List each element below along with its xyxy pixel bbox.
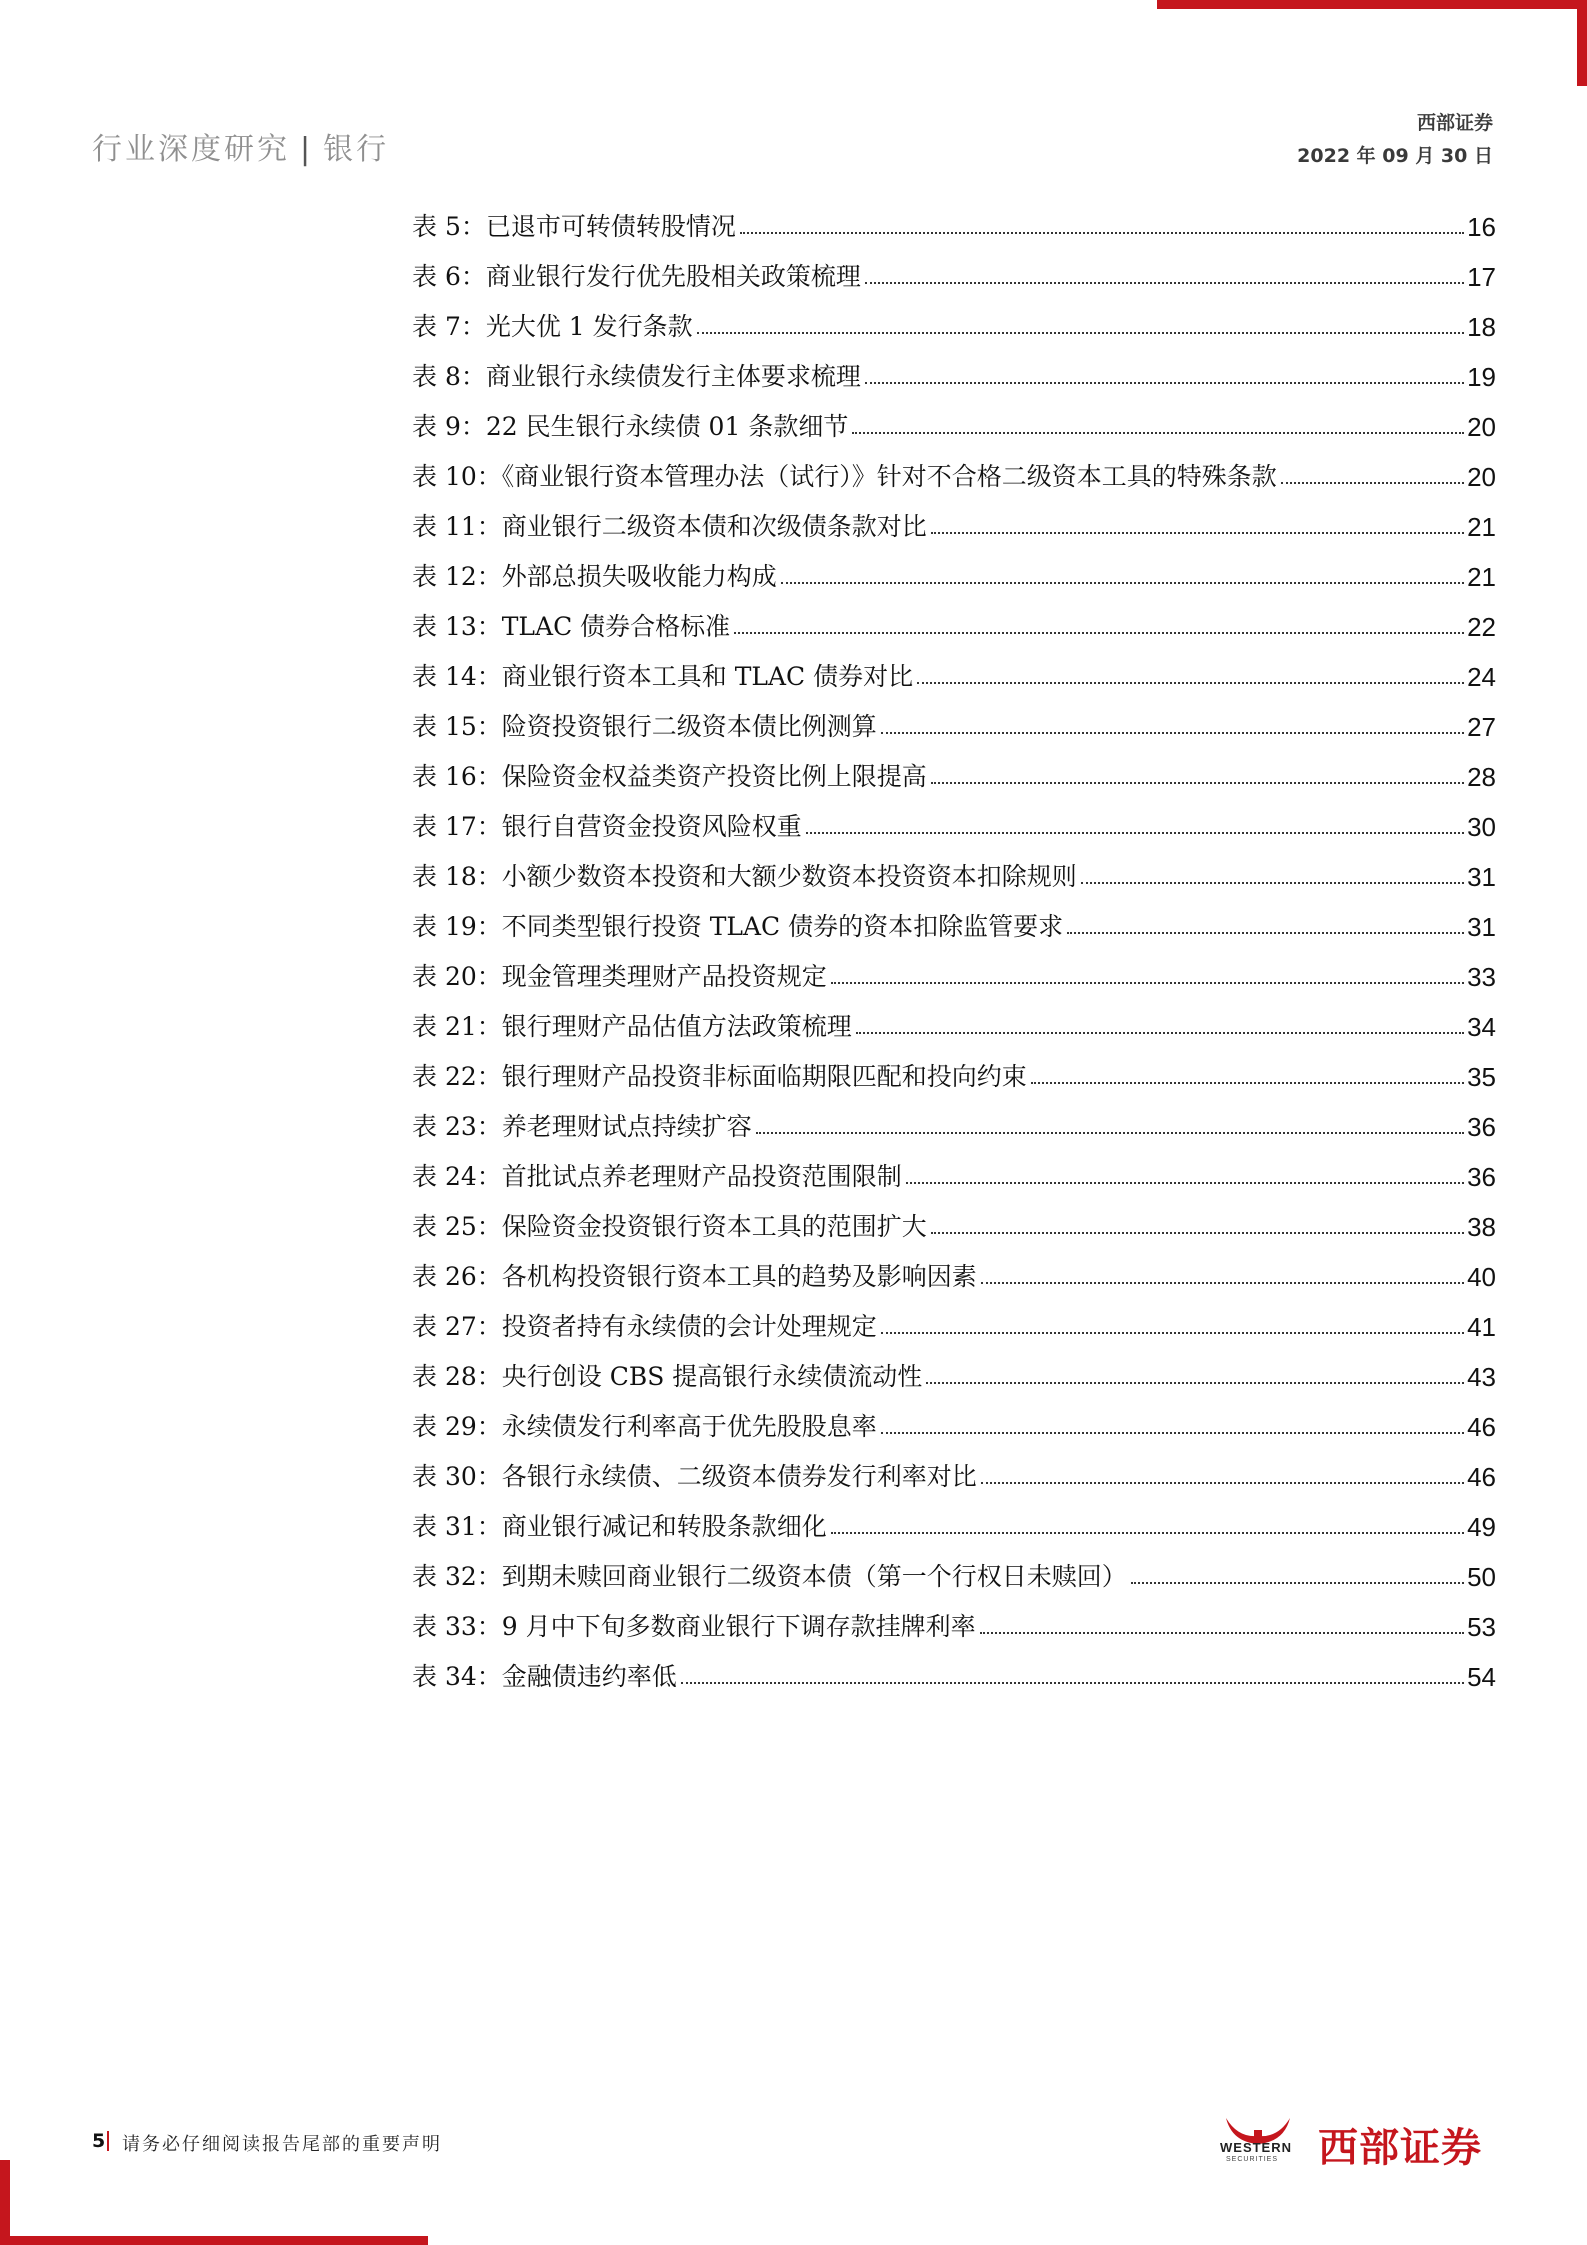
toc-dot-leader: [881, 1432, 1464, 1434]
toc-entry-label: 表 11：商业银行二级资本债和次级债条款对比: [412, 512, 927, 541]
toc-entry-page: 19: [1467, 362, 1496, 392]
toc-entry-page: 40: [1467, 1262, 1496, 1292]
toc-entry-label: 表 33：9 月中下旬多数商业银行下调存款挂牌利率: [412, 1612, 976, 1641]
toc-entry[interactable]: [412, 693, 1496, 743]
toc-entry[interactable]: [412, 1443, 1496, 1493]
toc-entry-label: 表 13：TLAC 债券合格标准: [412, 612, 731, 641]
toc-entry[interactable]: [412, 1343, 1496, 1393]
toc-entry-label: 表 8：商业银行永续债发行主体要求梳理: [412, 362, 861, 391]
toc-entry-page: 36: [1467, 1162, 1496, 1192]
toc-entry[interactable]: [412, 493, 1496, 543]
toc-entry-page: 31: [1467, 912, 1496, 942]
report-category-header: [92, 124, 389, 168]
toc-entry-label: 表 32：到期未赎回商业银行二级资本债（第一个行权日未赎回）: [412, 1562, 1127, 1591]
toc-entry-label: 表 21：银行理财产品估值方法政策梳理: [412, 1012, 852, 1041]
top-right-red-frame-vertical: [1577, 0, 1587, 86]
toc-entry-page: 16: [1467, 212, 1496, 242]
toc-entry[interactable]: [412, 843, 1496, 893]
toc-dot-leader: [781, 582, 1464, 584]
toc-dot-leader: [1067, 932, 1464, 934]
toc-entry[interactable]: [412, 943, 1496, 993]
toc-entry-page: 41: [1467, 1312, 1496, 1342]
toc-entry-page: 43: [1467, 1362, 1496, 1392]
toc-entry-page: 31: [1467, 862, 1496, 892]
toc-dot-leader: [881, 732, 1464, 734]
toc-entry-label: 表 18：小额少数资本投资和大额少数资本投资资本扣除规则: [412, 862, 1077, 891]
toc-entry[interactable]: [412, 343, 1496, 393]
toc-dot-leader: [1081, 882, 1464, 884]
toc-entry-page: 35: [1467, 1062, 1496, 1092]
toc-dot-leader: [856, 1032, 1464, 1034]
toc-entry[interactable]: [412, 1643, 1496, 1693]
toc-entry[interactable]: [412, 393, 1496, 443]
toc-dot-leader: [806, 832, 1464, 834]
toc-entry[interactable]: [412, 1043, 1496, 1093]
toc-entry-label: 表 24：首批试点养老理财产品投资范围限制: [412, 1162, 902, 1191]
header-company: 西部证券: [1416, 112, 1493, 134]
toc-entry-page: 21: [1467, 512, 1496, 542]
toc-entry-label: 表 23：养老理财试点持续扩容: [412, 1112, 752, 1141]
toc-dot-leader: [931, 532, 1464, 534]
toc-entry[interactable]: [412, 893, 1496, 943]
toc-dot-leader: [831, 1532, 1464, 1534]
toc-entry-page: 21: [1467, 562, 1496, 592]
logo-english-name: WESTERN: [1220, 2140, 1292, 2155]
toc-dot-leader: [980, 1632, 1464, 1634]
toc-dot-leader: [926, 1382, 1464, 1384]
toc-dot-leader: [865, 382, 1464, 384]
logo-chinese-name: 西部证券: [1318, 2125, 1482, 2171]
report-sector: 银行: [323, 132, 390, 167]
bottom-left-red-frame-horizontal: [0, 2236, 428, 2245]
toc-entry-page: 49: [1467, 1512, 1496, 1542]
toc-entry[interactable]: [412, 243, 1496, 293]
toc-entry-page: 46: [1467, 1412, 1496, 1442]
toc-entry[interactable]: [412, 1493, 1496, 1543]
toc-entry-label: 表 17：银行自营资金投资风险权重: [412, 812, 802, 841]
toc-entry-page: 36: [1467, 1112, 1496, 1142]
toc-entry[interactable]: [412, 443, 1496, 493]
toc-entry-label: 表 19：不同类型银行投资 TLAC 债券的资本扣除监管要求: [412, 912, 1064, 941]
report-date: 2022 年 09 月 30 日: [1297, 145, 1493, 167]
top-right-red-frame-horizontal: [1157, 0, 1587, 9]
toc-entry-page: 53: [1467, 1612, 1496, 1642]
toc-dot-leader: [1281, 482, 1464, 484]
toc-entry-page: 17: [1467, 262, 1496, 292]
toc-entry[interactable]: [412, 1093, 1496, 1143]
toc-entry-label: 表 20：现金管理类理财产品投资规定: [412, 962, 827, 991]
toc-entry-label: 表 25：保险资金投资银行资本工具的范围扩大: [412, 1212, 927, 1241]
toc-dot-leader: [1031, 1082, 1464, 1084]
toc-entry[interactable]: [412, 993, 1496, 1043]
toc-entry-page: 34: [1467, 1012, 1496, 1042]
toc-dot-leader: [1131, 1582, 1464, 1584]
toc-dot-leader: [931, 782, 1464, 784]
footer-disclaimer-notice: 请务必仔细阅读报告尾部的重要声明: [122, 2134, 442, 2155]
toc-entry[interactable]: [412, 293, 1496, 343]
toc-dot-leader: [865, 282, 1464, 284]
toc-entry-label: 表 26：各机构投资银行资本工具的趋势及影响因素: [412, 1262, 977, 1291]
toc-entry-page: 50: [1467, 1562, 1496, 1592]
toc-entry[interactable]: [412, 1543, 1496, 1593]
toc-entry-page: 30: [1467, 812, 1496, 842]
toc-entry[interactable]: [412, 1593, 1496, 1643]
toc-dot-leader: [831, 982, 1464, 984]
western-securities-logo: [1218, 2108, 1498, 2178]
toc-dot-leader: [881, 1332, 1464, 1334]
toc-entry-label: 表 6：商业银行发行优先股相关政策梳理: [412, 262, 861, 291]
toc-entry-page: 54: [1467, 1662, 1496, 1692]
toc-entry-label: 表 30：各银行永续债、二级资本债券发行利率对比: [412, 1462, 977, 1491]
toc-entry[interactable]: [412, 1193, 1496, 1243]
toc-entry-label: 表 5：已退市可转债转股情况: [412, 212, 736, 241]
toc-entry-page: 20: [1467, 412, 1496, 442]
toc-entry-page: 24: [1467, 662, 1496, 692]
toc-entry-page: 28: [1467, 762, 1496, 792]
toc-entry-label: 表 22：银行理财产品投资非标面临期限匹配和投向约束: [412, 1062, 1027, 1091]
toc-entry-page: 18: [1467, 312, 1496, 342]
bottom-left-red-frame-vertical: [0, 2160, 10, 2245]
toc-entry[interactable]: [412, 1143, 1496, 1193]
toc-dot-leader: [740, 232, 1464, 234]
toc-entry-label: 表 9：22 民生银行永续债 01 条款细节: [412, 412, 849, 441]
toc-entry[interactable]: [412, 543, 1496, 593]
toc-dot-leader: [734, 632, 1464, 634]
toc-entry-label: 表 7：光大优 1 发行条款: [412, 312, 693, 341]
toc-entry-page: 38: [1467, 1212, 1496, 1242]
toc-entry-label: 表 27：投资者持有永续债的会计处理规定: [412, 1312, 877, 1341]
toc-entry-label: 表 29：永续债发行利率高于优先股股息率: [412, 1412, 877, 1441]
toc-entry[interactable]: [412, 1393, 1496, 1443]
toc-dot-leader: [852, 432, 1464, 434]
toc-dot-leader: [756, 1132, 1464, 1134]
toc-dot-leader: [681, 1682, 1464, 1684]
toc-entry-page: 20: [1467, 462, 1496, 492]
toc-entry[interactable]: [412, 1293, 1496, 1343]
toc-entry-label: 表 31：商业银行减记和转股条款细化: [412, 1512, 827, 1541]
toc-entry[interactable]: [412, 743, 1496, 793]
header-separator: |: [300, 132, 314, 167]
toc-entry-label: 表 15：险资投资银行二级资本债比例测算: [412, 712, 877, 741]
toc-entry-label: 表 10：《商业银行资本管理办法（试行）》针对不合格二级资本工具的特殊条款: [412, 462, 1277, 491]
page-number: 5: [92, 2130, 106, 2152]
toc-dot-leader: [697, 332, 1464, 334]
toc-entry[interactable]: [412, 793, 1496, 843]
toc-entry-label: 表 12：外部总损失吸收能力构成: [412, 562, 777, 591]
toc-entry-label: 表 34：金融债违约率低: [412, 1662, 677, 1691]
toc-entry-label: 表 16：保险资金权益类资产投资比例上限提高: [412, 762, 927, 791]
toc-entry-page: 33: [1467, 962, 1496, 992]
toc-dot-leader: [906, 1182, 1464, 1184]
toc-entry[interactable]: [412, 593, 1496, 643]
report-category: 行业深度研究: [92, 132, 290, 167]
header-company-date: [1297, 108, 1493, 168]
toc-entry-page: 22: [1467, 612, 1496, 642]
toc-dot-leader: [931, 1232, 1464, 1234]
toc-dot-leader: [981, 1282, 1464, 1284]
toc-entry[interactable]: [412, 643, 1496, 693]
toc-entry-label: 表 28：央行创设 CBS 提高银行永续债流动性: [412, 1362, 923, 1391]
toc-dot-leader: [917, 682, 1464, 684]
toc-entry-page: 46: [1467, 1462, 1496, 1492]
logo-english-sub: SECURITIES: [1226, 2156, 1279, 2163]
toc-entry[interactable]: [412, 193, 1496, 243]
toc-entry[interactable]: [412, 1243, 1496, 1293]
toc-dot-leader: [981, 1482, 1464, 1484]
table-of-contents-list: [412, 193, 1496, 1693]
footer-divider: [107, 2131, 109, 2151]
toc-entry-page: 27: [1467, 712, 1496, 742]
toc-entry-label: 表 14：商业银行资本工具和 TLAC 债券对比: [412, 662, 914, 691]
